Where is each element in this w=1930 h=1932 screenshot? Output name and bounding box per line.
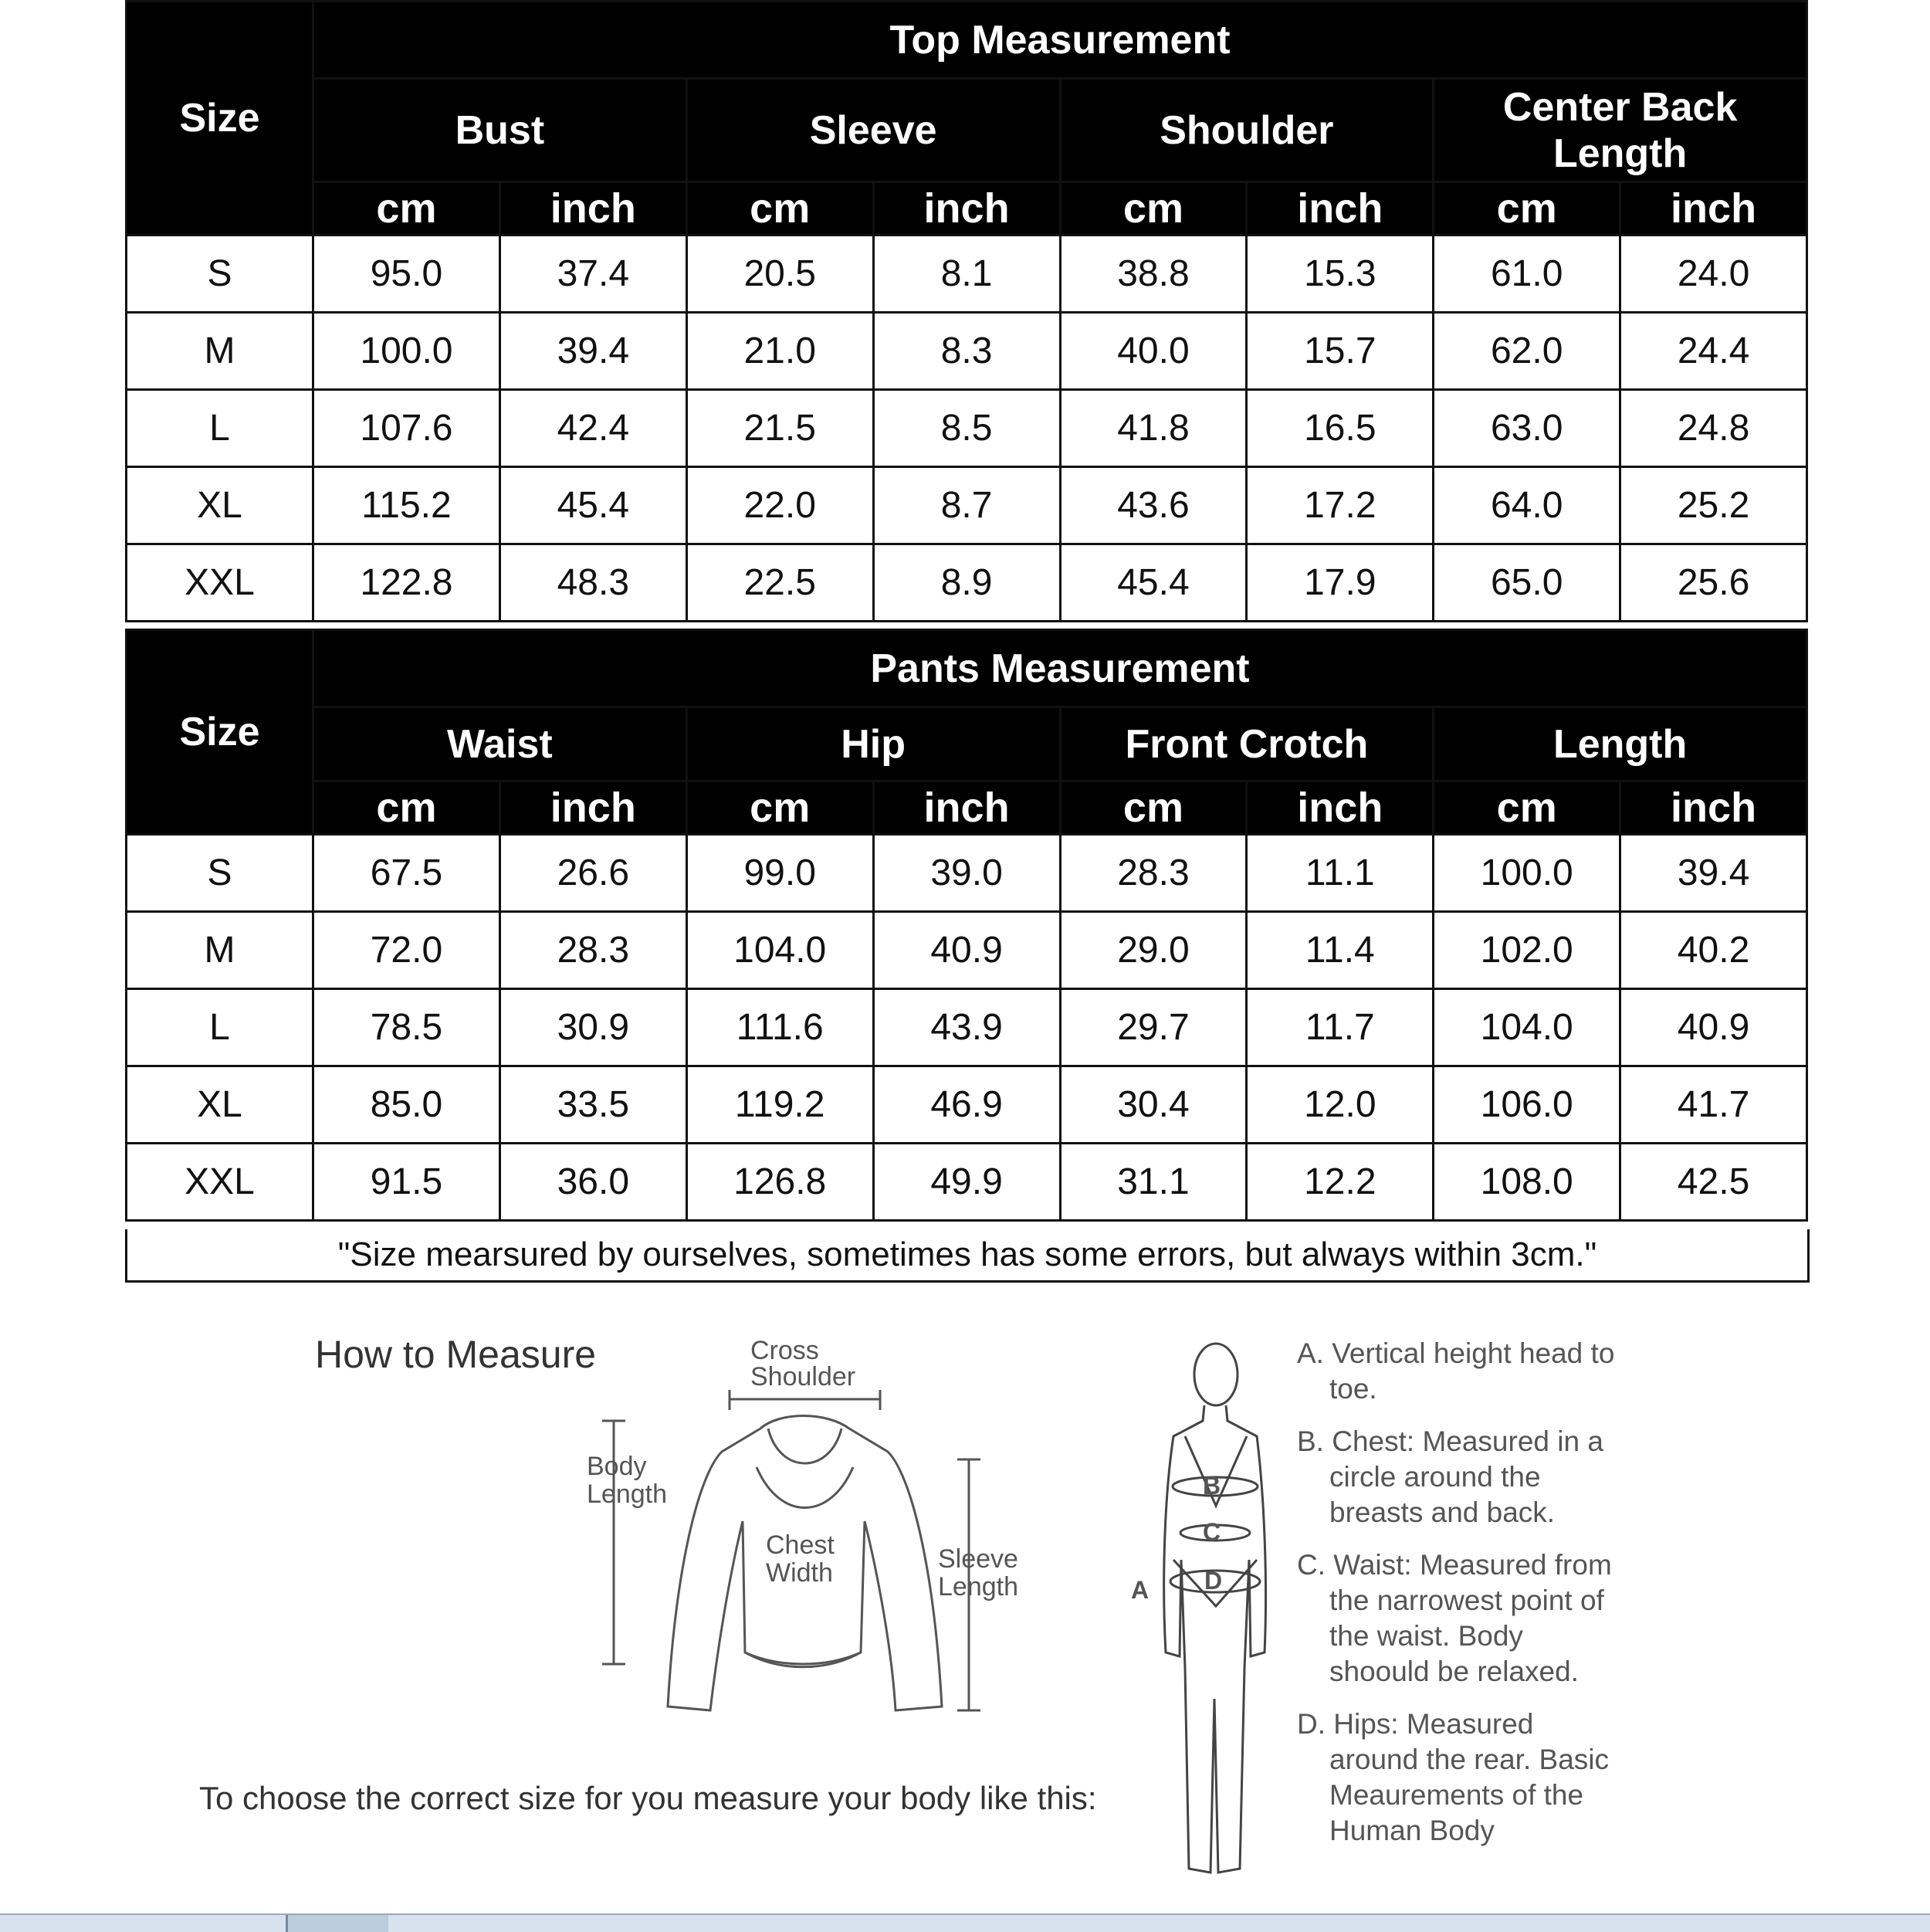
- table-cell: 106.0: [1434, 1066, 1620, 1144]
- how-to-measure-title: How to Measure: [315, 1333, 597, 1376]
- table-cell: 31.1: [1060, 1144, 1247, 1221]
- table-cell: 29.7: [1060, 989, 1247, 1066]
- column-header-waist: Waist: [313, 707, 687, 781]
- table-cell: 12.2: [1247, 1144, 1434, 1221]
- unit-header: cm: [1434, 781, 1620, 835]
- table-row: [127, 313, 1807, 390]
- size-cell: XL: [127, 1066, 313, 1144]
- size-cell: XXL: [127, 544, 313, 622]
- unit-header: inch: [499, 781, 686, 835]
- table-cell: 61.0: [1434, 236, 1620, 313]
- table-cell: 36.0: [499, 1144, 686, 1221]
- legend-item: D. Hips: Measured around the rear. Basic Meaurements of the Human Body: [1297, 1708, 1609, 1846]
- unit-header: inch: [1247, 182, 1434, 236]
- table-cell: 15.7: [1247, 313, 1434, 390]
- table-cell: 91.5: [313, 1144, 500, 1221]
- taskbar-tab[interactable]: [286, 1915, 388, 1932]
- table-cell: 65.0: [1434, 544, 1620, 622]
- column-header-bust: Bust: [313, 79, 687, 182]
- table-cell: 67.5: [313, 835, 500, 912]
- table-cell: 39.4: [1620, 835, 1807, 912]
- marker-c: C: [1203, 1518, 1221, 1546]
- table-cell: 111.6: [686, 989, 873, 1066]
- table-cell: 41.8: [1060, 390, 1247, 467]
- table-cell: 24.0: [1620, 236, 1807, 313]
- column-header-front-crotch: Front Crotch: [1060, 707, 1434, 781]
- legend-item: C. Waist: Measured from the narrowest point of the waist. Body shoould be relaxed.: [1297, 1549, 1612, 1687]
- table-row: [127, 835, 1807, 912]
- table-title: Top Measurement: [313, 2, 1807, 79]
- pants-measurement-table: [125, 629, 1808, 1222]
- table-cell: 29.0: [1060, 912, 1247, 989]
- table-cell: 104.0: [686, 912, 873, 989]
- table-cell: 39.4: [499, 313, 686, 390]
- table-cell: 37.4: [499, 236, 686, 313]
- table-cell: 22.0: [686, 467, 873, 544]
- unit-header: cm: [313, 781, 500, 835]
- table-title: Pants Measurement: [313, 630, 1807, 707]
- table-cell: 24.8: [1620, 390, 1807, 467]
- table-cell: 100.0: [313, 313, 500, 390]
- table-cell: 8.7: [873, 467, 1060, 544]
- table-cell: 126.8: [686, 1144, 873, 1221]
- marker-a: A: [1131, 1576, 1150, 1604]
- column-header-center-back-length: Center Back Length: [1434, 79, 1807, 182]
- column-header-length: Length: [1434, 707, 1807, 781]
- size-cell: M: [127, 313, 313, 390]
- table-cell: 102.0: [1434, 912, 1620, 989]
- table-row: [127, 390, 1807, 467]
- shirt-diagram: [571, 1320, 1050, 1722]
- table-row: [127, 912, 1807, 989]
- body-diagram: [1119, 1328, 1289, 1892]
- measurement-legend: [1297, 1336, 1621, 1866]
- cross-shoulder-label: Shoulder: [750, 1362, 856, 1391]
- table-cell: 41.7: [1620, 1066, 1807, 1144]
- size-cell: M: [127, 912, 313, 989]
- table-cell: 85.0: [313, 1066, 500, 1144]
- chest-width-label: Width: [766, 1558, 833, 1588]
- table-cell: 115.2: [313, 467, 500, 544]
- legend-item: A. Vertical height head to toe.: [1297, 1337, 1615, 1405]
- table-cell: 49.9: [873, 1144, 1060, 1221]
- table-cell: 40.0: [1060, 313, 1247, 390]
- table-row: [127, 1144, 1807, 1221]
- unit-header: cm: [686, 781, 873, 835]
- table-cell: 95.0: [313, 236, 500, 313]
- table-cell: 11.1: [1247, 835, 1434, 912]
- marker-d: D: [1204, 1567, 1223, 1595]
- table-cell: 30.9: [499, 989, 686, 1066]
- table-cell: 8.9: [873, 544, 1060, 622]
- sleeve-length-label: Length: [938, 1572, 1018, 1602]
- choose-size-text: To choose the correct size for you measure your body like this:: [199, 1780, 1097, 1816]
- unit-header: inch: [1620, 781, 1807, 835]
- size-cell: S: [127, 835, 313, 912]
- table-cell: 16.5: [1247, 390, 1434, 467]
- unit-header: inch: [873, 182, 1060, 236]
- table-cell: 28.3: [499, 912, 686, 989]
- table-cell: 38.8: [1060, 236, 1247, 313]
- table-cell: 30.4: [1060, 1066, 1247, 1144]
- taskbar: [0, 1913, 1930, 1932]
- table-cell: 42.5: [1620, 1144, 1807, 1221]
- size-cell: S: [127, 236, 313, 313]
- top-measurement-table: [125, 0, 1808, 622]
- size-cell: XXL: [127, 1144, 313, 1221]
- column-header-shoulder: Shoulder: [1060, 79, 1434, 182]
- table-cell: 17.9: [1247, 544, 1434, 622]
- unit-header: cm: [686, 182, 873, 236]
- size-header: Size: [127, 630, 313, 835]
- table-cell: 25.2: [1620, 467, 1807, 544]
- unit-header: cm: [1060, 781, 1247, 835]
- table-cell: 64.0: [1434, 467, 1620, 544]
- table-cell: 21.0: [686, 313, 873, 390]
- table-cell: 22.5: [686, 544, 873, 622]
- table-cell: 42.4: [499, 390, 686, 467]
- table-cell: 39.0: [873, 835, 1060, 912]
- table-row: [127, 544, 1807, 622]
- table-cell: 15.3: [1247, 236, 1434, 313]
- table-cell: 72.0: [313, 912, 500, 989]
- table-cell: 26.6: [499, 835, 686, 912]
- body-length-label: Length: [587, 1480, 667, 1509]
- table-cell: 8.3: [873, 313, 1060, 390]
- table-cell: 43.9: [873, 989, 1060, 1066]
- table-cell: 12.0: [1247, 1066, 1434, 1144]
- column-header-hip: Hip: [686, 707, 1060, 781]
- table-cell: 11.4: [1247, 912, 1434, 989]
- table-cell: 17.2: [1247, 467, 1434, 544]
- table-cell: 48.3: [499, 544, 686, 622]
- table-cell: 100.0: [1434, 835, 1620, 912]
- table-cell: 43.6: [1060, 467, 1247, 544]
- table-cell: 21.5: [686, 390, 873, 467]
- unit-header: inch: [1247, 781, 1434, 835]
- measurement-note: "Size mearsured by ourselves, sometimes has some errors, but always within 3cm.": [125, 1229, 1810, 1283]
- column-header-sleeve: Sleeve: [686, 79, 1060, 182]
- table-cell: 11.7: [1247, 989, 1434, 1066]
- table-cell: 104.0: [1434, 989, 1620, 1066]
- table-cell: 40.2: [1620, 912, 1807, 989]
- unit-header: cm: [1060, 182, 1247, 236]
- body-length-label: Body: [587, 1452, 647, 1481]
- unit-header: inch: [499, 182, 686, 236]
- table-cell: 8.1: [873, 236, 1060, 313]
- table-cell: 25.6: [1620, 544, 1807, 622]
- table-row: [127, 467, 1807, 544]
- table-cell: 78.5: [313, 989, 500, 1066]
- unit-header: cm: [1434, 182, 1620, 236]
- table-row: [127, 989, 1807, 1066]
- size-header: Size: [127, 2, 313, 236]
- size-cell: L: [127, 390, 313, 467]
- table-cell: 45.4: [1060, 544, 1247, 622]
- table-cell: 20.5: [686, 236, 873, 313]
- marker-b: B: [1203, 1472, 1221, 1500]
- table-cell: 46.9: [873, 1066, 1060, 1144]
- table-cell: 8.5: [873, 390, 1060, 467]
- table-cell: 62.0: [1434, 313, 1620, 390]
- table-cell: 28.3: [1060, 835, 1247, 912]
- table-cell: 119.2: [686, 1066, 873, 1144]
- chest-width-label: Chest: [766, 1530, 835, 1560]
- size-cell: L: [127, 989, 313, 1066]
- table-cell: 33.5: [499, 1066, 686, 1144]
- table-cell: 63.0: [1434, 390, 1620, 467]
- cross-shoulder-label: Cross: [750, 1336, 819, 1365]
- table-cell: 107.6: [313, 390, 500, 467]
- size-cell: XL: [127, 467, 313, 544]
- table-cell: 40.9: [873, 912, 1060, 989]
- unit-header: inch: [873, 781, 1060, 835]
- unit-header: inch: [1620, 182, 1807, 236]
- table-row: [127, 1066, 1807, 1144]
- table-cell: 24.4: [1620, 313, 1807, 390]
- sleeve-length-label: Sleeve: [938, 1544, 1018, 1574]
- legend-item: B. Chest: Measured in a circle around the breasts and back.: [1297, 1425, 1603, 1528]
- table-cell: 99.0: [686, 835, 873, 912]
- table-cell: 122.8: [313, 544, 500, 622]
- unit-header: cm: [313, 182, 500, 236]
- table-cell: 45.4: [499, 467, 686, 544]
- table-cell: 40.9: [1620, 989, 1807, 1066]
- table-row: [127, 236, 1807, 313]
- table-cell: 108.0: [1434, 1144, 1620, 1221]
